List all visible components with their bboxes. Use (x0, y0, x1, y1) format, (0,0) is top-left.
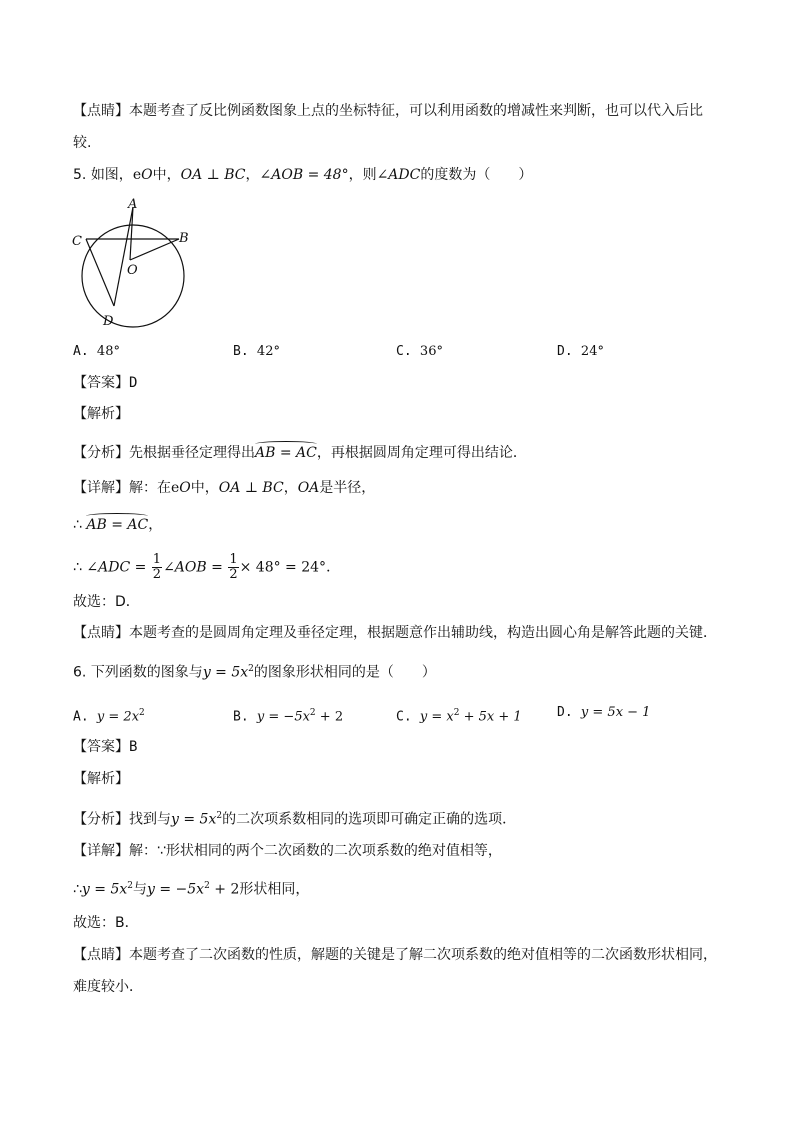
step-2 (73, 553, 340, 582)
tag-dianjing: 【点睛】 (73, 947, 129, 963)
therefore-symbol: ∴ (73, 517, 82, 533)
dianjing-line-1 (73, 945, 717, 965)
option-letter: D. (557, 705, 573, 720)
dianjing-text: 难度较小． (73, 979, 143, 995)
chord-cd (86, 239, 114, 306)
option-letter: C. (396, 344, 412, 359)
radius-ob (130, 239, 179, 260)
exponent: 2 (248, 664, 254, 674)
option-letter: A. (73, 344, 89, 359)
therefore-symbol: ∴ (73, 559, 82, 576)
xiangjie-text: 是半径， (319, 480, 376, 496)
tag-analysis: 【解析】 (73, 771, 129, 787)
dianjing-line (73, 623, 717, 643)
step-expr: ∠AOB = (163, 559, 223, 576)
choose-line (73, 592, 140, 612)
analysis-heading (73, 404, 129, 424)
option-letter: B. (233, 344, 249, 359)
option-letter: A. (73, 709, 89, 725)
circle-symbol: e (171, 480, 180, 496)
label-c: C (72, 234, 82, 249)
angle-expr: ∠AOB = 48° (259, 167, 349, 183)
label-b: B (179, 231, 189, 246)
note-line-1 (73, 101, 703, 121)
option-c (396, 703, 522, 727)
note-text-end: 较. (73, 135, 92, 151)
perpendicular-expr: OA ⊥ BC (180, 167, 246, 183)
function-expr: y = −5x (147, 881, 205, 898)
asked-angle: ∠ADC (376, 167, 421, 183)
radius-label: OA (297, 480, 320, 496)
fenxi-text: 先根据垂径定理得出 (129, 445, 255, 461)
stem-text: 如图， (90, 167, 133, 183)
tag-dianjing: 【点睛】 (73, 103, 129, 119)
xiangjie-line (73, 478, 375, 498)
choose-line (73, 913, 139, 933)
step-text: 与 (133, 881, 147, 898)
answer-line (73, 373, 137, 393)
fenxi-text: 找到与 (129, 811, 171, 828)
exponent: 2 (204, 881, 210, 891)
exponent: 2 (309, 708, 316, 718)
option-value: 48° (96, 344, 120, 359)
function-expr: y = 5x (171, 811, 217, 828)
option-value: y = −5x (256, 709, 310, 725)
xiangjie-text: 中， (190, 480, 219, 496)
fraction-half: $\frac{1}{2}$ (229, 552, 238, 582)
choose-text: 故选：D． (73, 594, 140, 610)
question-5-stem (73, 165, 532, 185)
question-6-stem (73, 659, 436, 683)
xiangjie-text: ， (283, 480, 298, 496)
step-expr: ∠ADC = (86, 559, 147, 576)
option-letter: C. (396, 709, 412, 725)
option-value: 36° (419, 344, 443, 359)
exponent: 2 (127, 881, 133, 891)
stem-text: 的度数为（ ） (420, 167, 533, 183)
answer-value: D (129, 375, 138, 391)
option-tail: + 2 (315, 709, 344, 725)
option-b (233, 342, 280, 362)
option-value: y = x (419, 709, 454, 725)
fenxi-line (73, 806, 516, 830)
step-1 (73, 876, 309, 900)
option-b (233, 703, 343, 727)
fraction-half: $\frac{1}{2}$ (152, 552, 162, 582)
arc-equality: AB = AC (86, 517, 149, 533)
xiangjie-text: 解：∵形状相同的两个二次函数的二次项系数的绝对值相等， (129, 843, 502, 859)
option-value: 42° (256, 344, 280, 359)
fenxi-text: ，再根据圆周角定理可得出结论． (316, 445, 527, 461)
stem-text: ，则 (348, 167, 377, 183)
therefore-symbol: ∴ (73, 881, 82, 898)
tag-fenxi: 【分析】 (73, 811, 129, 828)
option-tail: + 5x + 1 (459, 709, 522, 725)
stem-text: ， (245, 167, 260, 183)
option-value: y = 5x − 1 (580, 705, 651, 720)
step-text: ， (148, 517, 163, 533)
perpendicular-expr: OA ⊥ BC (218, 480, 284, 496)
tag-answer: 【答案】 (73, 375, 129, 391)
circle-center: O (141, 167, 153, 183)
exponent: 2 (139, 708, 145, 718)
label-d: D (103, 314, 114, 329)
question-number: 6. (73, 664, 87, 681)
option-value: 24° (580, 344, 604, 359)
step-text: ． (326, 559, 341, 576)
option-c (396, 342, 443, 362)
stem-text: 的图象形状相同的是（ ） (253, 664, 436, 681)
circle-center: O (179, 480, 191, 496)
step-1 (73, 515, 162, 535)
fenxi-line (73, 443, 527, 463)
stem-text: 下列函数的图象与 (90, 664, 203, 681)
tag-xiangjie: 【详解】 (73, 843, 129, 859)
exponent: 2 (453, 708, 460, 718)
xiangjie-text: 解：在 (129, 480, 171, 496)
option-letter: B. (233, 709, 249, 725)
dianjing-line-2 (73, 977, 143, 997)
answer-value: B (129, 739, 138, 755)
option-letter: D. (557, 344, 573, 359)
arc-equality: AB = AC (255, 445, 317, 461)
function-tail: + 2 (209, 881, 240, 898)
function-expr: y = 5x (81, 881, 128, 898)
stem-text: 中， (152, 167, 181, 183)
circle-figure (66, 195, 206, 330)
note-text: 本题考查了反比例函数图象上点的坐标特征，可以利用函数的增减性来判断，也可以代入后比 (129, 103, 703, 119)
exponent: 2 (216, 811, 223, 821)
function-expr: y = 5x (202, 664, 249, 681)
dianjing-text: 本题考查了二次函数的性质，解题的关键是了解二次项系数的绝对值相等的二次函数形状相同， (129, 947, 717, 963)
answer-line (73, 737, 137, 757)
label-a: A (128, 197, 138, 212)
analysis-heading (73, 769, 129, 789)
choose-text: 故选：B． (73, 915, 139, 931)
option-d (557, 342, 604, 362)
option-d (557, 703, 650, 723)
option-value: y = 2x (96, 709, 140, 725)
option-a (73, 342, 120, 362)
tag-xiangjie: 【详解】 (73, 480, 129, 496)
step-text: 形状相同， (239, 881, 310, 898)
tag-fenxi: 【分析】 (73, 445, 129, 461)
step-expr: × 48° = 24° (239, 559, 327, 576)
xiangjie-line (73, 841, 502, 861)
tag-dianjing: 【点睛】 (73, 625, 129, 641)
question-number: 5. (73, 167, 87, 183)
tag-analysis: 【解析】 (73, 406, 129, 422)
tag-answer: 【答案】 (73, 739, 129, 755)
fenxi-text: 的二次项系数相同的选项即可确定正确的选项． (222, 811, 517, 828)
option-a (73, 703, 145, 727)
dianjing-text: 本题考查的是圆周角定理及垂径定理，根据题意作出辅助线，构造出圆心角是解答此题的关键． (129, 625, 717, 641)
note-line-2 (73, 133, 91, 153)
label-o: O (127, 263, 138, 278)
circle-symbol: e (132, 167, 142, 183)
